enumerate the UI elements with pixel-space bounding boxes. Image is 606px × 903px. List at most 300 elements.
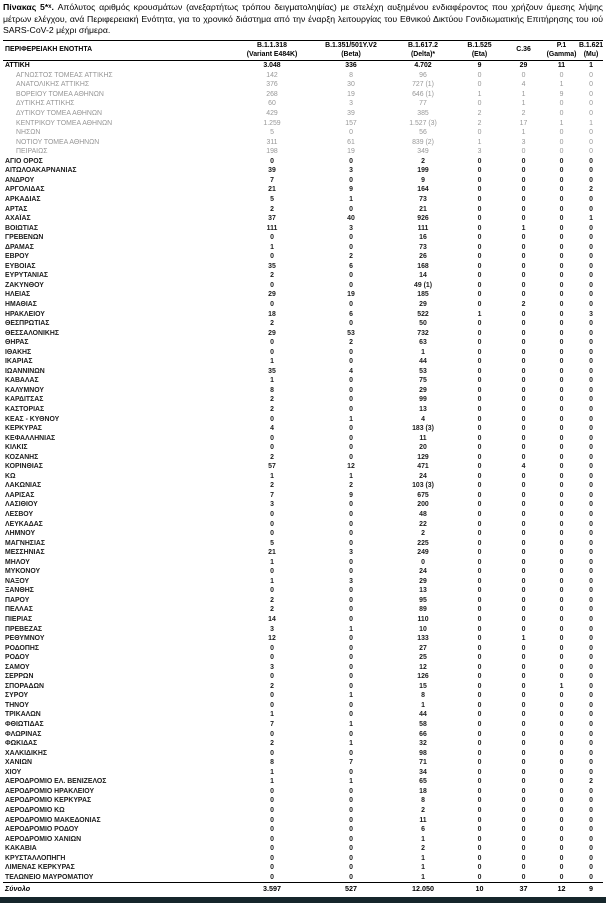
value-cell: 0: [521, 272, 526, 280]
value-cell: 1: [270, 472, 274, 480]
value-cell: 8: [421, 692, 425, 700]
region-cell: ΑΕΡΟΔΡΟΜΙΟ ΡΟΔΟΥ: [5, 826, 79, 834]
value-cell: 0: [477, 215, 482, 223]
value-cell: 0: [477, 625, 482, 633]
table-row: [3, 176, 603, 186]
value-cell: 0: [589, 806, 593, 814]
value-cell: 1: [559, 119, 564, 127]
value-cell: 0: [477, 463, 482, 471]
value-cell: 0: [521, 415, 526, 423]
value-cell: 0: [349, 520, 353, 528]
value-cell: 0: [589, 854, 593, 862]
value-cell: 0: [521, 864, 526, 872]
value-cell: 2: [270, 320, 274, 328]
table-row: [3, 777, 603, 787]
table-row: [3, 109, 603, 119]
value-cell: 1: [421, 864, 425, 872]
value-cell: 9: [349, 186, 353, 194]
value-cell: 1: [589, 62, 593, 70]
table-row: [3, 319, 603, 329]
value-cell: 0: [349, 568, 353, 576]
value-cell: 0: [477, 281, 482, 289]
value-cell: 727 (1): [412, 81, 434, 89]
value-cell: 0: [349, 358, 353, 366]
value-cell: 1: [349, 195, 353, 203]
value-cell: 0: [559, 539, 564, 547]
table-row: [3, 653, 603, 663]
value-cell: 0: [559, 873, 564, 881]
value-cell: 19: [347, 90, 355, 98]
value-cell: 471: [417, 463, 429, 471]
value-cell: 0: [559, 425, 564, 433]
value-cell: 0: [349, 300, 353, 308]
value-cell: 0: [559, 701, 564, 709]
table-row: [3, 548, 603, 558]
value-cell: 57: [268, 463, 276, 471]
value-cell: 376: [266, 81, 278, 89]
table-row: [3, 500, 603, 510]
table-row: [3, 80, 603, 90]
value-cell: 0: [349, 129, 353, 137]
value-cell: 73: [419, 243, 427, 251]
value-cell: 0: [559, 577, 564, 585]
value-cell: 0: [349, 157, 353, 165]
table-row: [3, 625, 603, 635]
value-cell: 0: [559, 186, 564, 194]
table-row: [3, 691, 603, 701]
table-footer: [3, 883, 603, 896]
value-cell: 0: [521, 854, 526, 862]
value-cell: 0: [521, 176, 526, 184]
value-cell: 0: [589, 530, 593, 538]
region-cell: ΣΠΟΡΑΔΩΝ: [5, 682, 44, 690]
value-cell: 0: [349, 730, 353, 738]
value-cell: 0: [270, 281, 274, 289]
region-cell: ΜΑΓΝΗΣΙΑΣ: [5, 539, 45, 547]
value-cell: 0: [559, 606, 564, 614]
value-cell: 3: [349, 167, 353, 175]
value-cell: 0: [521, 215, 526, 223]
region-cell: ΗΛΕΙΑΣ: [5, 291, 31, 299]
region-cell: ΚΕΦΑΛΛΗΝΙΑΣ: [5, 434, 56, 442]
value-cell: 0: [477, 835, 482, 843]
value-cell: 0: [477, 176, 482, 184]
value-cell: 0: [589, 367, 593, 375]
value-cell: 0: [477, 167, 482, 175]
value-cell: 1: [421, 701, 425, 709]
value-cell: 0: [589, 835, 593, 843]
table-row: [3, 147, 603, 157]
value-cell: 0: [589, 234, 593, 242]
value-cell: 3: [521, 138, 526, 146]
value-cell: 0: [521, 472, 526, 480]
value-cell: 95: [419, 596, 427, 604]
region-cell: ΤΕΛΩΝΕΙΟ ΜΑΥΡΟΜΑΤΙΟΥ: [5, 873, 94, 881]
value-cell: 0: [521, 195, 526, 203]
value-cell: 0: [589, 148, 593, 156]
value-cell: 1: [421, 348, 425, 356]
value-cell: 0: [477, 358, 482, 366]
value-cell: 0: [349, 864, 353, 872]
value-cell: 0: [589, 176, 593, 184]
table-row: [3, 300, 603, 310]
value-cell: 0: [477, 396, 482, 404]
value-cell: 0: [559, 110, 564, 118]
value-cell: 0: [559, 129, 564, 137]
value-cell: 0: [559, 778, 564, 786]
value-cell: 0: [559, 329, 564, 337]
value-cell: 0: [559, 616, 564, 624]
value-cell: 0: [349, 501, 353, 509]
value-cell: 0: [521, 797, 526, 805]
value-cell: 0: [521, 186, 526, 194]
value-cell: 0: [589, 721, 593, 729]
value-cell: 0: [559, 568, 564, 576]
value-cell: 0: [270, 797, 274, 805]
value-cell: 0: [589, 358, 593, 366]
value-cell: 0: [589, 701, 593, 709]
value-cell: 0: [559, 654, 564, 662]
header-row: [3, 41, 603, 61]
value-cell: 0: [589, 167, 593, 175]
value-cell: 48: [419, 511, 427, 518]
value-cell: 0: [349, 558, 353, 566]
value-cell: 0: [559, 195, 564, 203]
value-cell: 0: [559, 491, 564, 499]
value-cell: 0: [349, 386, 353, 394]
value-cell: 89: [419, 606, 427, 614]
value-cell: 0: [589, 444, 593, 452]
value-cell: 0: [521, 434, 526, 442]
table-row: [3, 224, 603, 234]
region-cell: ΡΕΘΥΜΝΟΥ: [5, 635, 45, 643]
value-cell: 646 (1): [412, 90, 434, 98]
region-cell: ΔΥΤΙΚΗΣ ΑΤΤΙΚΗΣ: [16, 100, 75, 108]
value-cell: 0: [559, 549, 564, 557]
value-cell: 0: [477, 749, 482, 757]
value-cell: 7: [270, 491, 274, 499]
value-cell: 0: [349, 616, 353, 624]
value-cell: 2: [270, 272, 274, 280]
value-cell: 63: [419, 339, 427, 347]
value-cell: 3.048: [263, 62, 281, 70]
value-cell: 21: [419, 205, 427, 213]
value-cell: 0: [559, 157, 564, 165]
value-cell: 0: [521, 673, 526, 681]
value-cell: 0: [589, 787, 593, 795]
table-row: [3, 157, 603, 167]
table-row: [3, 605, 603, 615]
value-cell: 185: [417, 291, 429, 299]
region-cell: ΑΝΑΤΟΛΙΚΗΣ ΑΤΤΙΚΗΣ: [16, 81, 90, 89]
value-cell: 3: [349, 549, 353, 557]
total-row: [3, 883, 603, 896]
value-cell: 0: [589, 253, 593, 261]
value-cell: 0: [477, 873, 482, 881]
value-cell: 0: [521, 339, 526, 347]
value-cell: 0: [589, 329, 593, 337]
value-cell: 0: [521, 320, 526, 328]
value-cell: 0: [521, 682, 526, 690]
value-cell: 0: [477, 806, 482, 814]
region-cell: ΝΟΤΙΟΥ ΤΟΜΕΑ ΑΘΗΝΩΝ: [16, 138, 100, 146]
value-cell: 0: [559, 721, 564, 729]
value-cell: 0: [589, 300, 593, 308]
value-cell: 53: [419, 367, 427, 375]
value-cell: 5: [270, 195, 274, 203]
region-cell: ΛΑΚΩΝΙΑΣ: [5, 482, 42, 490]
value-cell: 1: [559, 682, 564, 690]
value-cell: 24: [419, 568, 427, 576]
value-cell: 35: [268, 367, 276, 375]
value-cell: 0: [477, 587, 482, 595]
column-header-b1351: B.1.351/501Y.V2 (Beta): [312, 41, 390, 61]
table-row: [3, 376, 603, 386]
region-cell: ΑΧΑΪΑΣ: [5, 215, 31, 223]
value-cell: 12: [419, 663, 427, 671]
value-cell: 0: [349, 205, 353, 213]
value-cell: 0: [559, 530, 564, 538]
value-cell: 0: [559, 205, 564, 213]
value-cell: 50: [419, 320, 427, 328]
value-cell: 0: [521, 329, 526, 337]
table-row: [3, 720, 603, 730]
table-row: [3, 596, 603, 606]
region-cell: ΚΑΚΑΒΙΑ: [5, 845, 37, 853]
value-cell: 1: [349, 415, 353, 423]
value-cell: 0: [477, 616, 482, 624]
value-cell: 0: [521, 625, 526, 633]
value-cell: 0: [521, 262, 526, 270]
value-cell: 0: [589, 205, 593, 213]
value-cell: 0: [521, 596, 526, 604]
value-cell: 3: [349, 577, 353, 585]
value-cell: 0: [270, 520, 274, 528]
region-cell: ΘΕΣΠΡΩΤΙΑΣ: [5, 320, 50, 328]
value-cell: 129: [417, 453, 429, 461]
value-cell: 0: [349, 826, 353, 834]
value-cell: 0: [477, 405, 482, 413]
region-cell: ΑΤΤΙΚΗ: [5, 62, 30, 70]
value-cell: 0: [349, 635, 353, 643]
value-cell: 0: [521, 396, 526, 404]
region-cell: ΤΡΙΚΑΛΩΝ: [5, 711, 41, 719]
total-value-cell: 10: [456, 883, 503, 896]
value-cell: 0: [589, 90, 593, 98]
value-cell: 0: [477, 596, 482, 604]
table-row: [3, 290, 603, 300]
value-cell: 0: [589, 654, 593, 662]
value-cell: 98: [419, 749, 427, 757]
value-cell: 0: [589, 377, 593, 385]
region-cell: ΠΑΡΟΥ: [5, 596, 30, 604]
value-cell: 71: [419, 759, 427, 767]
value-cell: 4: [349, 367, 353, 375]
value-cell: 0: [270, 701, 274, 709]
value-cell: 0: [521, 71, 526, 79]
value-cell: 12: [347, 463, 355, 471]
value-cell: 2: [421, 845, 425, 853]
value-cell: 0: [477, 854, 482, 862]
value-cell: 26: [419, 253, 427, 261]
column-header-p1: P.1 (Gamma): [544, 41, 579, 61]
total-value-cell: 12.050: [390, 883, 456, 896]
value-cell: 0: [559, 826, 564, 834]
value-cell: 4: [421, 415, 425, 423]
region-cell: ΑΕΡΟΔΡΟΜΙΟ ΚΩ: [5, 806, 65, 814]
value-cell: 1: [270, 577, 274, 585]
value-cell: 10: [419, 625, 427, 633]
value-cell: 2: [589, 186, 593, 194]
value-cell: 0: [349, 425, 353, 433]
value-cell: 0: [477, 568, 482, 576]
region-cell: ΛΑΣΙΘΙΟΥ: [5, 501, 38, 509]
value-cell: 7: [270, 721, 274, 729]
value-cell: 8: [421, 797, 425, 805]
value-cell: 385: [417, 110, 429, 118]
value-cell: 53: [347, 329, 355, 337]
column-header-c36: C.36: [503, 41, 544, 61]
region-cell: ΔΥΤΙΚΟΥ ΤΟΜΕΑ ΑΘΗΝΩΝ: [16, 110, 103, 118]
value-cell: 0: [589, 568, 593, 576]
value-cell: 0: [521, 740, 526, 748]
value-cell: 0: [349, 797, 353, 805]
value-cell: 0: [477, 234, 482, 242]
value-cell: 56: [419, 129, 427, 137]
value-cell: 0: [589, 195, 593, 203]
value-cell: 0: [477, 644, 482, 652]
value-cell: 0: [559, 444, 564, 452]
value-cell: 198: [266, 148, 278, 156]
value-cell: 0: [477, 778, 482, 786]
value-cell: 0: [477, 243, 482, 251]
region-cell: ΕΥΡΥΤΑΝΙΑΣ: [5, 272, 49, 280]
table-row: [3, 615, 603, 625]
value-cell: 0: [559, 644, 564, 652]
table-row: [3, 739, 603, 749]
region-cell: ΑΝΔΡΟΥ: [5, 176, 35, 184]
value-cell: 1: [421, 835, 425, 843]
value-cell: 49 (1): [413, 281, 432, 289]
value-cell: 0: [559, 673, 564, 681]
value-cell: 0: [589, 472, 593, 480]
value-cell: 0: [477, 654, 482, 662]
region-cell: ΛΑΡΙΣΑΣ: [5, 491, 35, 499]
table-row: [3, 816, 603, 826]
value-cell: 1: [270, 358, 274, 366]
value-cell: 0: [270, 787, 274, 795]
value-cell: 44: [419, 711, 427, 719]
value-cell: 133: [417, 635, 429, 643]
table-body: [3, 61, 603, 883]
value-cell: 0: [477, 291, 482, 299]
value-cell: 1: [559, 81, 564, 89]
value-cell: 0: [477, 320, 482, 328]
value-cell: 0: [477, 797, 482, 805]
region-cell: ΠΡΕΒΕΖΑΣ: [5, 625, 43, 633]
value-cell: 0: [589, 501, 593, 509]
value-cell: 0: [521, 167, 526, 175]
region-cell: ΙΩΑΝΝΙΝΩΝ: [5, 367, 45, 375]
value-cell: 0: [349, 596, 353, 604]
table-row: [3, 462, 603, 472]
value-cell: 0: [349, 396, 353, 404]
value-cell: 2: [589, 778, 593, 786]
table-row: [3, 233, 603, 243]
region-cell: ΡΟΔΟΥ: [5, 654, 30, 662]
total-label: Σύνολο: [3, 883, 232, 896]
table-row: [3, 185, 603, 195]
value-cell: 0: [559, 797, 564, 805]
value-cell: 0: [521, 253, 526, 261]
value-cell: 0: [477, 549, 482, 557]
table-row: [3, 873, 603, 883]
value-cell: 65: [419, 778, 427, 786]
table-row: [3, 128, 603, 138]
value-cell: 58: [419, 721, 427, 729]
value-cell: 0: [589, 224, 593, 232]
value-cell: 1: [270, 768, 274, 776]
value-cell: 0: [559, 415, 564, 423]
value-cell: 25: [419, 654, 427, 662]
value-cell: 0: [349, 654, 353, 662]
value-cell: 0: [559, 501, 564, 509]
value-cell: 0: [349, 587, 353, 595]
table-row: [3, 262, 603, 272]
value-cell: 0: [589, 100, 593, 108]
value-cell: 0: [521, 281, 526, 289]
value-cell: 0: [477, 787, 482, 795]
table-row: [3, 768, 603, 778]
value-cell: 0: [559, 759, 564, 767]
value-cell: 2: [421, 806, 425, 814]
value-cell: 0: [270, 654, 274, 662]
value-cell: 0: [521, 539, 526, 547]
value-cell: 11: [419, 434, 427, 442]
value-cell: 164: [417, 186, 429, 194]
value-cell: 0: [521, 453, 526, 461]
value-cell: 0: [477, 673, 482, 681]
value-cell: 1: [521, 635, 526, 643]
table-row: [3, 367, 603, 377]
region-cell: ΗΡΑΚΛΕΙΟΥ: [5, 310, 45, 318]
value-cell: 0: [477, 348, 482, 356]
value-cell: 0: [589, 539, 593, 547]
table-row: [3, 195, 603, 205]
value-cell: 0: [477, 635, 482, 643]
value-cell: 9: [477, 62, 482, 70]
value-cell: 0: [477, 377, 482, 385]
value-cell: 0: [559, 635, 564, 643]
value-cell: 29: [419, 386, 427, 394]
value-cell: 0: [589, 138, 593, 146]
region-cell: ΚΑΣΤΟΡΙΑΣ: [5, 405, 45, 413]
value-cell: 0: [559, 272, 564, 280]
value-cell: 1: [589, 119, 593, 127]
value-cell: 0: [589, 768, 593, 776]
value-cell: 0: [477, 434, 482, 442]
value-cell: 0: [559, 148, 564, 156]
value-cell: 0: [589, 511, 593, 518]
table-row: [3, 710, 603, 720]
value-cell: 2: [270, 405, 274, 413]
table-row: [3, 281, 603, 291]
value-cell: 0: [477, 472, 482, 480]
table-row: [3, 539, 603, 549]
value-cell: 2: [270, 453, 274, 461]
value-cell: 0: [559, 138, 564, 146]
value-cell: 0: [559, 339, 564, 347]
